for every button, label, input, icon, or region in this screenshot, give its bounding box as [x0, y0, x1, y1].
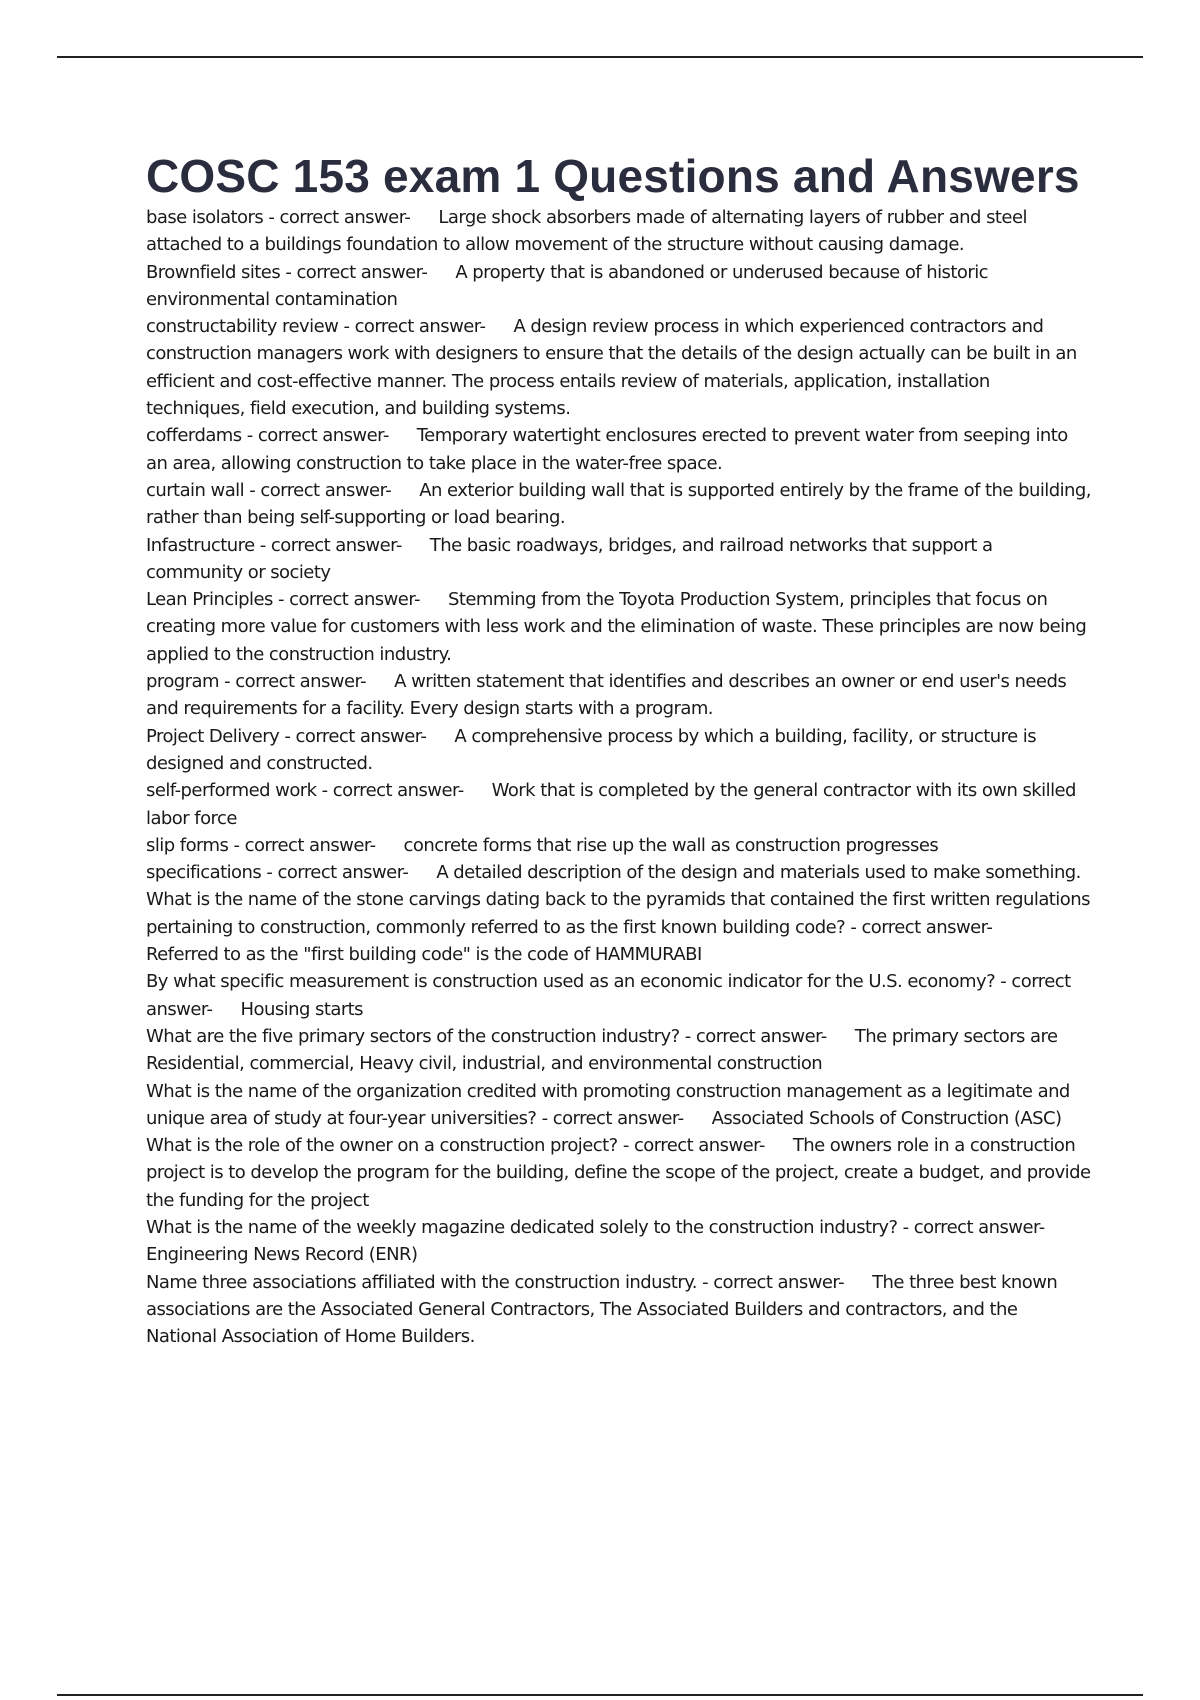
answer-separator: - correct answer-: [679, 1025, 827, 1047]
question-text: What is the name of the weekly magazine dedicated solely to the construction industry?: [146, 1216, 898, 1238]
qa-item: [146, 586, 1091, 668]
question-text: program: [146, 671, 219, 693]
question-text: What is the name of the stone carvings dating back to the pyramids that contained the first written regulations pertaining to construction, commonly referred to as the first known building code?: [146, 889, 1090, 938]
answer-text: Referred to as the "first building code" is the code of HAMMURABI: [146, 944, 702, 966]
answer-separator: - correct answer-: [316, 780, 464, 802]
answer-text: Associated Schools of Construction (ASC): [711, 1107, 1062, 1129]
qa-item: [146, 204, 1091, 259]
question-text: Name three associations affiliated with the construction industry.: [146, 1271, 697, 1293]
answer-separator: - correct answer-: [897, 1216, 1045, 1238]
question-text: What is the role of the owner on a construction project?: [146, 1135, 618, 1157]
answer-text: The owners role in a construction project is to develop the program for the building, define the scope of the project, create a budget, and provide the funding for the project: [146, 1135, 1091, 1211]
question-text: cofferdams: [146, 425, 242, 447]
answer-text: A detailed description of the design and materials used to make something.: [436, 862, 1081, 884]
question-text: curtain wall: [146, 479, 245, 501]
qa-item: [146, 1132, 1091, 1214]
answer-separator: - correct answer-: [254, 534, 402, 556]
qa-item: [146, 668, 1091, 723]
question-text: self-performed work: [146, 780, 317, 802]
answer-text: An exterior building wall that is supported entirely by the frame of the building, rather than being self-supporting or load bearing.: [146, 479, 1091, 529]
answer-text: Engineering News Record (ENR): [146, 1244, 418, 1266]
answer-separator: - correct answer-: [845, 916, 993, 938]
answer-text: A written statement that identifies and describes an owner or end user's needs and requirements for a facility. Every design starts with a program.: [146, 671, 1067, 720]
question-text: Lean Principles: [146, 589, 273, 611]
answer-text: concrete forms that rise up the wall as construction progresses: [403, 834, 939, 856]
answer-separator: - correct answer-: [617, 1135, 765, 1157]
page-title: COSC 153 exam 1 Questions and Answers: [146, 150, 1080, 202]
answer-separator: - correct answer-: [280, 261, 428, 283]
question-text: By what specific measurement is construction used as an economic indicator for the U.S. economy?: [146, 971, 996, 993]
answer-separator: - correct answer-: [696, 1271, 845, 1293]
qa-item: [146, 723, 1091, 778]
question-text: base isolators: [146, 207, 264, 228]
answer-separator: - correct answer-: [244, 479, 392, 501]
qa-item: [146, 777, 1091, 832]
qa-item: [146, 1269, 1091, 1351]
answer-separator: - correct answer-: [146, 971, 1071, 1020]
question-text: Brownfield sites: [146, 261, 281, 283]
answer-separator: - correct answer-: [228, 834, 376, 856]
question-text: constructability review: [146, 316, 339, 338]
answer-text: Housing starts: [240, 998, 364, 1020]
qa-item: [146, 313, 1091, 422]
question-text: Infastructure: [146, 534, 255, 556]
answer-separator: - correct answer-: [241, 425, 389, 447]
qa-item: [146, 1023, 1091, 1078]
question-text: What is the name of the organization credited with promoting construction management as a legitimate and unique area of study at four-year universities?: [146, 1080, 1070, 1129]
top-rule: [57, 56, 1143, 58]
answer-separator: - correct answer-: [279, 725, 427, 747]
answer-text: A comprehensive process by which a building, facility, or structure is designed and constructed.: [146, 725, 1037, 774]
qa-item: [146, 532, 1091, 587]
answer-separator: - correct answer-: [218, 671, 367, 693]
qa-item: [146, 832, 1091, 859]
document-content: [146, 148, 1091, 1350]
qa-list: [146, 204, 1091, 1350]
question-text: Project Delivery: [146, 725, 280, 747]
answer-text: The basic roadways, bridges, and railroad networks that support a community or society: [146, 534, 993, 583]
qa-item: [146, 477, 1091, 532]
answer-text: The primary sectors are Residential, commercial, Heavy civil, industrial, and environmental construction: [146, 1025, 1058, 1075]
question-text: slip forms: [146, 834, 229, 856]
answer-separator: - correct answer-: [338, 316, 486, 338]
answer-separator: - correct answer-: [272, 589, 420, 611]
answer-text: Large shock absorbers made of alternating layers of rubber and steel attached to a buildings foundation to allow movement of the structure without causing damage.: [146, 207, 1027, 256]
answer-text: Temporary watertight enclosures erected to prevent water from seeping into an area, allowing construction to take place in the water-free space.: [146, 425, 1068, 474]
bottom-rule: [57, 1694, 1143, 1696]
answer-separator: - correct answer-: [261, 862, 409, 884]
qa-item: [146, 859, 1091, 886]
answer-text: The three best known associations are the Associated General Contractors, The Associated Builders and contractors, and the National Association of Home Builders.: [146, 1271, 1058, 1348]
answer-text: Work that is completed by the general contractor with its own skilled labor force: [146, 780, 1076, 829]
answer-separator: - correct answer-: [536, 1107, 684, 1129]
answer-separator: - correct answer-: [263, 207, 411, 228]
qa-item: [146, 259, 1091, 314]
qa-item: [146, 422, 1091, 477]
question-text: specifications: [146, 862, 262, 884]
question-text: What are the five primary sectors of the construction industry?: [146, 1025, 680, 1047]
answer-text: A design review process in which experienced contractors and construction managers work with designers to ensure that the details of the design actually can be built in an efficient and cost-effective manner. The process entails review of materials, application, installation techniques, field execution, and building systems.: [146, 316, 1077, 420]
answer-text: A property that is abandoned or underused because of historic environmental contamination: [146, 261, 989, 310]
qa-item: [146, 1214, 1091, 1269]
qa-item: [146, 968, 1091, 1023]
qa-item: [146, 886, 1091, 968]
answer-text: Stemming from the Toyota Production System, principles that focus on creating more value for customers with less work and the elimination of waste. These principles are now being applied to the construction industry.: [146, 589, 1087, 665]
qa-item: [146, 1078, 1091, 1133]
